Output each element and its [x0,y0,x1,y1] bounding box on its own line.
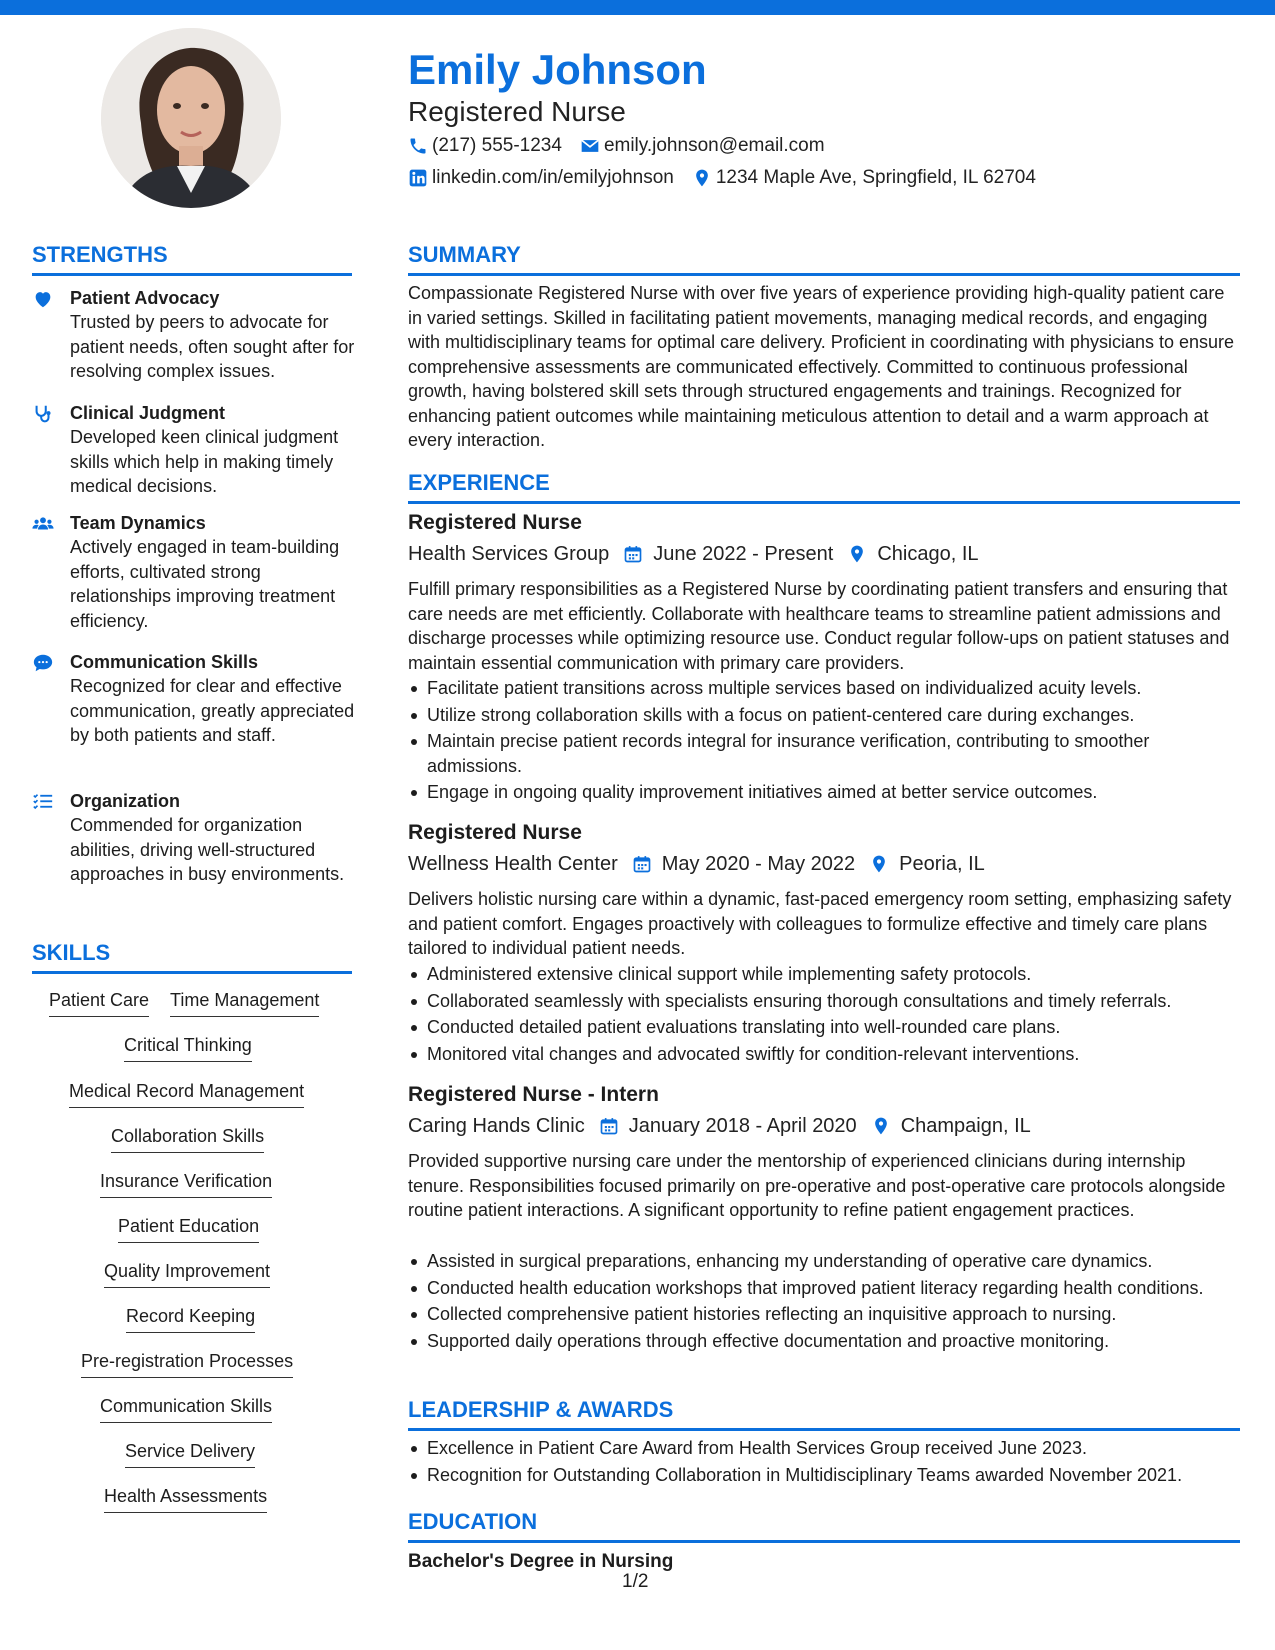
job-bullet: Maintain precise patient records integral for insurance verification, contributing to smoother admissions. [408,729,1240,778]
summary-text: Compassionate Registered Nurse with over five years of experience providing high-quality patient care in varied settings. Skilled in facilitating patient movements, managing medical records, and engaging with multidisciplinary teams for optimal care delivery. Proficient in coordinating with physicians to ensure comprehensive assessments are communicated effectively. Committed to continuous professional growth, having bolstered skill sets through structured engagements and trainings. Recognized for enhancing patient outcomes while maintaining meticulous attention to detail and a warm approach at every interaction. [408,283,1235,450]
job-bullet: Administered extensive clinical support while implementing safety protocols. [408,962,1240,987]
skill-tag: Record Keeping [126,1304,255,1333]
job-company: Health Services Group [408,543,610,565]
job-title: Registered Nurse - Intern [408,1083,659,1106]
map-pin-icon [869,854,889,874]
top-accent-bar [0,0,1275,15]
job-company: Caring Hands Clinic [408,1115,585,1137]
skill-tag: Patient Care [49,988,149,1017]
job-bullet: Conducted health education workshops that improved patient literacy regarding health conditions. [408,1276,1240,1301]
address-text: 1234 Maple Ave, Springfield, IL 62704 [715,167,1036,188]
contact-row-1 [408,134,843,158]
skill-tag: Pre-registration Processes [81,1349,293,1378]
award-bullets [408,1436,1240,1489]
strength-title: Team Dynamics [70,513,206,533]
job-meta [408,1112,1031,1140]
linkedin-contact[interactable] [408,166,674,190]
contact-row-2 [408,166,1054,190]
map-pin-icon [692,168,712,188]
email-contact[interactable] [580,134,825,158]
candidate-role: Registered Nurse [408,96,626,127]
strength-text: Developed keen clinical judgment skills which help in making timely medical decisions. [70,427,339,496]
job-title: Registered Nurse [408,821,582,844]
skill-tag: Medical Record Management [69,1079,304,1108]
job-meta [408,540,979,568]
skill-tag: Insurance Verification [100,1169,272,1198]
job-dates: January 2018 - April 2020 [628,1115,857,1137]
job-bullet: Supported daily operations through effective documentation and proactive monitoring. [408,1329,1240,1354]
job-dates: May 2020 - May 2022 [661,853,856,875]
award-bullet: Excellence in Patient Care Award from Health Services Group received June 2023. [408,1436,1240,1461]
job-bullets [408,676,1240,807]
job-description: Fulfill primary responsibilities as a Registered Nurse by coordinating patient transfers and ensuring that care needs are met efficiently. Collaborate with healthcare teams to streamline patient admissions and discharge processes while optimizing resource use. Conduct regular follow-ups on patient statuses and maintain essential communication with primary care providers. [408,579,1230,673]
strength-title: Patient Advocacy [70,288,220,308]
job-location: Champaign, IL [900,1115,1031,1137]
skill-tag: Health Assessments [104,1484,267,1513]
calendar-icon [599,1116,619,1136]
education-degree: Bachelor's Degree in Nursing [408,1551,674,1572]
strength-title: Communication Skills [70,652,259,672]
profile-photo [101,28,281,208]
job-bullet: Assisted in surgical preparations, enhancing my understanding of operative care dynamics. [408,1249,1240,1274]
job-description: Delivers holistic nursing care within a dynamic, fast-paced emergency room setting, emphasizing safety and patient comfort. Engages proactively with colleagues to formulize effective and timely care plans tailored to individual patient needs. [408,889,1232,958]
strengths-heading: STRENGTHS [32,241,352,276]
skills-heading: SKILLS [32,939,352,974]
linkedin-icon [408,168,428,188]
linkedin-text: linkedin.com/in/emilyjohnson [432,167,674,188]
heart-icon [32,288,54,310]
skill-tag: Collaboration Skills [111,1124,264,1153]
address-contact [692,166,1036,190]
job-bullet: Collected comprehensive patient histories reflecting an inquisitive approach to nursing. [408,1302,1240,1327]
job-bullet: Collaborated seamlessly with specialists ensuring thorough consultations and timely referrals. [408,989,1240,1014]
job-bullets [408,962,1240,1068]
chat-icon [32,652,54,674]
email-text: emily.johnson@email.com [603,135,825,156]
users-icon [32,513,54,535]
skill-tag: Time Management [170,988,319,1017]
job-company: Wellness Health Center [408,853,618,875]
award-bullet: Recognition for Outstanding Collaboration in Multidisciplinary Teams awarded November 2021. [408,1463,1240,1488]
job-bullet: Engage in ongoing quality improvement initiatives aimed at better service outcomes. [408,780,1240,805]
skill-tag: Quality Improvement [104,1259,270,1288]
job-bullets [408,1249,1240,1355]
education-heading: EDUCATION [408,1508,1240,1543]
phone-text: (217) 555-1234 [432,135,562,156]
strength-title: Organization [70,791,181,811]
envelope-icon [580,136,600,156]
job-bullet: Conducted detailed patient evaluations translating into well-rounded care plans. [408,1015,1240,1040]
job-bullet: Utilize strong collaboration skills with a focus on patient-centered care during exchanges. [408,703,1240,728]
page-number: 1/2 [622,1571,649,1592]
phone-icon [408,136,428,156]
strength-text: Recognized for clear and effective communication, greatly appreciated by both patients and staff. [70,676,355,745]
map-pin-icon [871,1116,891,1136]
calendar-icon [623,544,643,564]
job-location: Chicago, IL [877,543,979,565]
candidate-name: Emily Johnson [408,46,707,93]
stethoscope-icon [32,403,54,425]
job-meta [408,850,985,878]
job-title: Registered Nurse [408,511,582,534]
awards-heading: LEADERSHIP & AWARDS [408,1396,1240,1431]
map-pin-icon [847,544,867,564]
strength-text: Commended for organization abilities, driving well-structured approaches in busy environments. [70,815,345,884]
strength-title: Clinical Judgment [70,403,226,423]
job-location: Peoria, IL [899,853,985,875]
phone-contact[interactable] [408,134,562,158]
job-bullet: Monitored vital changes and advocated swiftly for condition-relevant interventions. [408,1042,1240,1067]
job-dates: June 2022 - Present [653,543,834,565]
strength-text: Trusted by peers to advocate for patient needs, often sought after for resolving complex issues. [70,312,355,381]
experience-heading: EXPERIENCE [408,469,1240,504]
checklist-icon [32,791,54,813]
job-bullet: Facilitate patient transitions across multiple services based on individualized acuity levels. [408,676,1240,701]
skill-tag: Critical Thinking [124,1033,252,1062]
calendar-icon [632,854,652,874]
job-description: Provided supportive nursing care under the mentorship of experienced clinicians during internship tenure. Responsibilities focused primarily on pre-operative and post-operative care protocols alongside routine patient interactions. A significant opportunity to refine patient engagement practices. [408,1151,1226,1220]
skill-tag: Patient Education [118,1214,259,1243]
skill-tag: Communication Skills [100,1394,272,1423]
summary-heading: SUMMARY [408,241,1240,276]
strength-text: Actively engaged in team-building efforts, cultivated strong relationships improving treatment efficiency. [70,537,340,631]
skill-tag: Service Delivery [125,1439,255,1468]
